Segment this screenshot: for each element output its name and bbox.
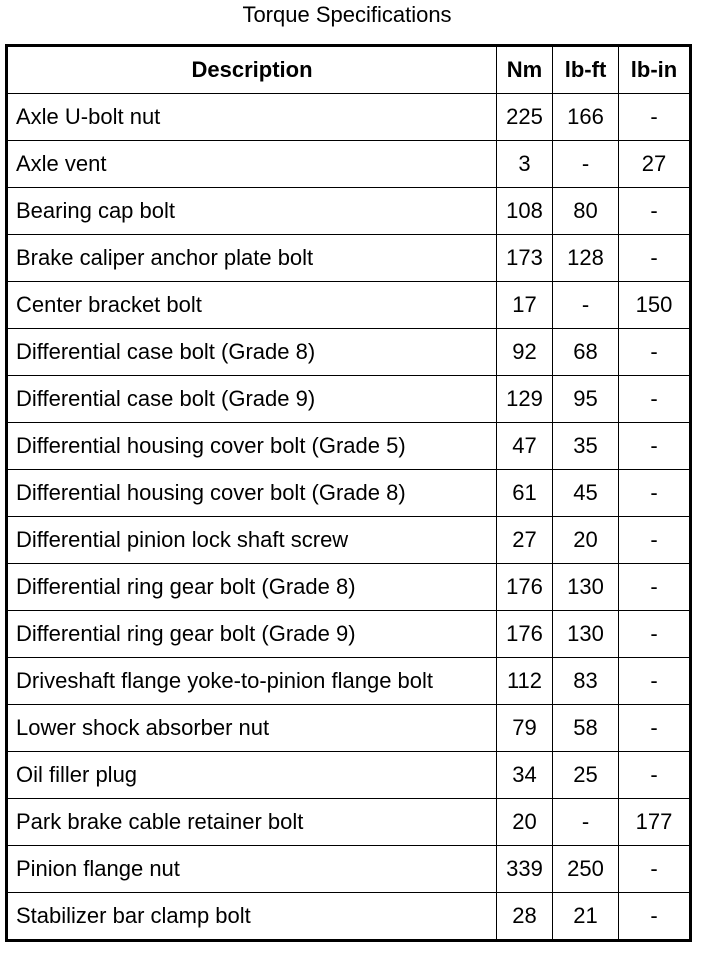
cell-description: Differential ring gear bolt (Grade 8) [7, 564, 497, 611]
cell-nm: 20 [497, 799, 553, 846]
table-row [7, 188, 691, 235]
cell-description: Center bracket bolt [7, 282, 497, 329]
cell-lbft: 130 [553, 564, 619, 611]
table-row [7, 282, 691, 329]
table-row [7, 141, 691, 188]
cell-nm: 28 [497, 893, 553, 941]
cell-lbin: - [619, 235, 691, 282]
page-title: Torque Specifications [242, 2, 452, 27]
cell-lbin: - [619, 893, 691, 941]
table-row [7, 893, 691, 941]
cell-lbft: - [553, 282, 619, 329]
header-row [7, 46, 691, 94]
cell-lbin: - [619, 564, 691, 611]
cell-lbin: - [619, 611, 691, 658]
cell-description: Brake caliper anchor plate bolt [7, 235, 497, 282]
cell-nm: 79 [497, 705, 553, 752]
cell-nm: 17 [497, 282, 553, 329]
cell-description: Differential ring gear bolt (Grade 9) [7, 611, 497, 658]
cell-lbft: - [553, 799, 619, 846]
table-row [7, 470, 691, 517]
table-row [7, 94, 691, 141]
column-header-lbin: lb-in [619, 46, 691, 94]
cell-nm: 92 [497, 329, 553, 376]
cell-nm: 27 [497, 517, 553, 564]
table-row [7, 517, 691, 564]
cell-lbin: - [619, 470, 691, 517]
cell-description: Differential housing cover bolt (Grade 5) [7, 423, 497, 470]
cell-description: Axle U-bolt nut [7, 94, 497, 141]
cell-lbft: 45 [553, 470, 619, 517]
cell-lbin: - [619, 329, 691, 376]
cell-nm: 34 [497, 752, 553, 799]
cell-lbft: 95 [553, 376, 619, 423]
cell-lbin: - [619, 188, 691, 235]
cell-nm: 129 [497, 376, 553, 423]
table-row [7, 564, 691, 611]
cell-lbin: - [619, 658, 691, 705]
cell-lbin: - [619, 846, 691, 893]
cell-nm: 173 [497, 235, 553, 282]
cell-description: Lower shock absorber nut [7, 705, 497, 752]
cell-lbft: 166 [553, 94, 619, 141]
cell-lbin: 150 [619, 282, 691, 329]
cell-description: Pinion flange nut [7, 846, 497, 893]
cell-lbft: 83 [553, 658, 619, 705]
column-header-nm: Nm [497, 46, 553, 94]
table-row [7, 799, 691, 846]
cell-description: Bearing cap bolt [7, 188, 497, 235]
cell-lbft: 128 [553, 235, 619, 282]
cell-description: Differential pinion lock shaft screw [7, 517, 497, 564]
cell-lbft: 80 [553, 188, 619, 235]
cell-description: Differential case bolt (Grade 9) [7, 376, 497, 423]
table-row [7, 658, 691, 705]
cell-nm: 225 [497, 94, 553, 141]
cell-lbft: 25 [553, 752, 619, 799]
table-row [7, 329, 691, 376]
cell-lbin: - [619, 376, 691, 423]
cell-description: Oil filler plug [7, 752, 497, 799]
cell-lbin: - [619, 517, 691, 564]
cell-nm: 47 [497, 423, 553, 470]
table-row [7, 705, 691, 752]
cell-lbft: 21 [553, 893, 619, 941]
cell-lbft: 20 [553, 517, 619, 564]
cell-description: Differential housing cover bolt (Grade 8) [7, 470, 497, 517]
table-row [7, 752, 691, 799]
cell-lbft: 250 [553, 846, 619, 893]
cell-lbft: 58 [553, 705, 619, 752]
cell-nm: 176 [497, 611, 553, 658]
cell-lbft: 68 [553, 329, 619, 376]
cell-nm: 112 [497, 658, 553, 705]
cell-lbin: 27 [619, 141, 691, 188]
table-row [7, 611, 691, 658]
table-row [7, 423, 691, 470]
column-header-lbft: lb-ft [553, 46, 619, 94]
cell-description: Stabilizer bar clamp bolt [7, 893, 497, 941]
table-row [7, 235, 691, 282]
cell-lbin: - [619, 752, 691, 799]
cell-lbft: - [553, 141, 619, 188]
table-row [7, 846, 691, 893]
cell-nm: 3 [497, 141, 553, 188]
cell-nm: 339 [497, 846, 553, 893]
table-body [7, 94, 691, 941]
torque-spec-table [5, 44, 692, 942]
column-header-description: Description [7, 46, 497, 94]
cell-lbin: 177 [619, 799, 691, 846]
cell-nm: 108 [497, 188, 553, 235]
cell-lbin: - [619, 94, 691, 141]
cell-description: Driveshaft flange yoke-to-pinion flange bolt [7, 658, 497, 705]
cell-lbft: 35 [553, 423, 619, 470]
table-row [7, 376, 691, 423]
cell-nm: 61 [497, 470, 553, 517]
cell-description: Park brake cable retainer bolt [7, 799, 497, 846]
cell-description: Differential case bolt (Grade 8) [7, 329, 497, 376]
cell-lbft: 130 [553, 611, 619, 658]
cell-lbin: - [619, 423, 691, 470]
cell-lbin: - [619, 705, 691, 752]
cell-nm: 176 [497, 564, 553, 611]
cell-description: Axle vent [7, 141, 497, 188]
